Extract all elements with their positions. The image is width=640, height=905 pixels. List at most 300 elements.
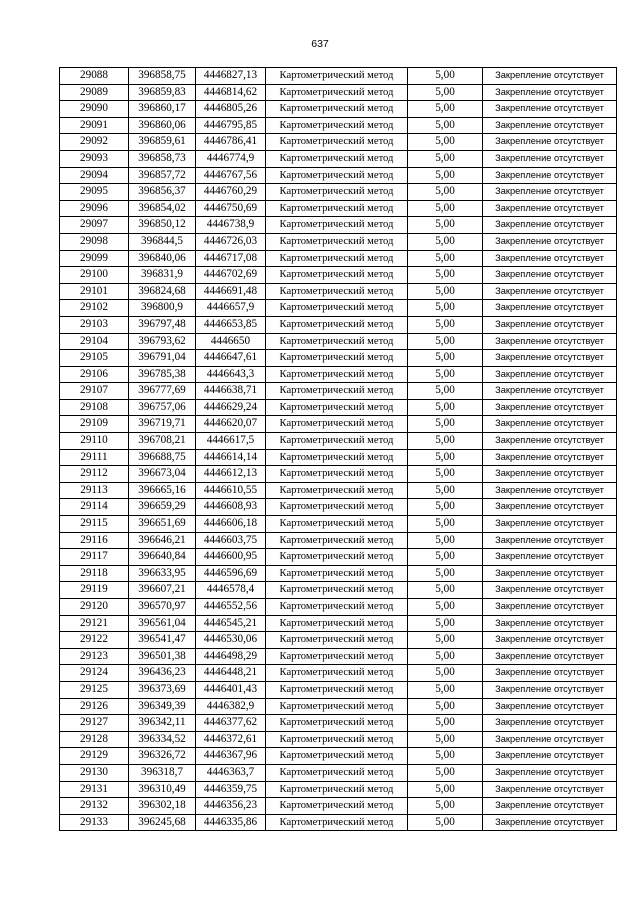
method-cell: Картометрический метод — [266, 648, 408, 665]
y-coordinate-cell: 4446372,61 — [196, 731, 266, 748]
point-number-cell: 29128 — [60, 731, 129, 748]
point-number-cell: 29096 — [60, 200, 129, 217]
point-number-cell: 29094 — [60, 167, 129, 184]
accuracy-cell: 5,00 — [408, 632, 483, 649]
y-coordinate-cell: 4446774,9 — [196, 150, 266, 167]
x-coordinate-cell: 396858,73 — [129, 150, 196, 167]
accuracy-cell: 5,00 — [408, 283, 483, 300]
method-cell: Картометрический метод — [266, 748, 408, 765]
table-row — [60, 798, 617, 815]
x-coordinate-cell: 396659,29 — [129, 499, 196, 516]
y-coordinate-cell: 4446827,13 — [196, 68, 266, 85]
table-row — [60, 781, 617, 798]
table-row — [60, 499, 617, 516]
accuracy-cell: 5,00 — [408, 681, 483, 698]
accuracy-cell: 5,00 — [408, 648, 483, 665]
method-cell: Картометрический метод — [266, 449, 408, 466]
x-coordinate-cell: 396860,17 — [129, 101, 196, 118]
accuracy-cell: 5,00 — [408, 582, 483, 599]
table-row — [60, 449, 617, 466]
fixation-cell: Закрепление отсутствует — [483, 333, 617, 350]
table-row — [60, 233, 617, 250]
point-number-cell: 29090 — [60, 101, 129, 118]
x-coordinate-cell: 396719,71 — [129, 416, 196, 433]
point-number-cell: 29102 — [60, 300, 129, 317]
fixation-cell: Закрепление отсутствует — [483, 399, 617, 416]
table-row — [60, 416, 617, 433]
method-cell: Картометрический метод — [266, 814, 408, 831]
fixation-cell: Закрепление отсутствует — [483, 731, 617, 748]
x-coordinate-cell: 396797,48 — [129, 316, 196, 333]
method-cell: Картометрический метод — [266, 516, 408, 533]
y-coordinate-cell: 4446448,21 — [196, 665, 266, 682]
x-coordinate-cell: 396854,02 — [129, 200, 196, 217]
x-coordinate-cell: 396646,21 — [129, 532, 196, 549]
table-row — [60, 665, 617, 682]
table-row — [60, 433, 617, 450]
point-number-cell: 29118 — [60, 565, 129, 582]
method-cell: Картометрический метод — [266, 134, 408, 151]
table-row — [60, 217, 617, 234]
point-number-cell: 29126 — [60, 698, 129, 715]
point-number-cell: 29098 — [60, 233, 129, 250]
y-coordinate-cell: 4446767,56 — [196, 167, 266, 184]
fixation-cell: Закрепление отсутствует — [483, 68, 617, 85]
method-cell: Картометрический метод — [266, 84, 408, 101]
accuracy-cell: 5,00 — [408, 267, 483, 284]
x-coordinate-cell: 396570,97 — [129, 599, 196, 616]
accuracy-cell: 5,00 — [408, 117, 483, 134]
table-row — [60, 68, 617, 85]
accuracy-cell: 5,00 — [408, 781, 483, 798]
accuracy-cell: 5,00 — [408, 715, 483, 732]
method-cell: Картометрический метод — [266, 433, 408, 450]
y-coordinate-cell: 4446606,18 — [196, 516, 266, 533]
point-number-cell: 29125 — [60, 681, 129, 698]
x-coordinate-cell: 396850,12 — [129, 217, 196, 234]
method-cell: Картометрический метод — [266, 416, 408, 433]
y-coordinate-cell: 4446814,62 — [196, 84, 266, 101]
y-coordinate-cell: 4446610,55 — [196, 482, 266, 499]
table-row — [60, 333, 617, 350]
fixation-cell: Закрепление отсутствует — [483, 532, 617, 549]
method-cell: Картометрический метод — [266, 632, 408, 649]
method-cell: Картометрический метод — [266, 565, 408, 582]
x-coordinate-cell: 396857,72 — [129, 167, 196, 184]
method-cell: Картометрический метод — [266, 101, 408, 118]
table-row — [60, 748, 617, 765]
x-coordinate-cell: 396302,18 — [129, 798, 196, 815]
point-number-cell: 29133 — [60, 814, 129, 831]
y-coordinate-cell: 4446335,86 — [196, 814, 266, 831]
accuracy-cell: 5,00 — [408, 748, 483, 765]
method-cell: Картометрический метод — [266, 532, 408, 549]
x-coordinate-cell: 396824,68 — [129, 283, 196, 300]
method-cell: Картометрический метод — [266, 366, 408, 383]
method-cell: Картометрический метод — [266, 184, 408, 201]
point-number-cell: 29109 — [60, 416, 129, 433]
x-coordinate-cell: 396245,68 — [129, 814, 196, 831]
accuracy-cell: 5,00 — [408, 350, 483, 367]
accuracy-cell: 5,00 — [408, 764, 483, 781]
y-coordinate-cell: 4446530,06 — [196, 632, 266, 649]
x-coordinate-cell: 396840,06 — [129, 250, 196, 267]
fixation-cell: Закрепление отсутствует — [483, 565, 617, 582]
table-row — [60, 350, 617, 367]
table-row — [60, 383, 617, 400]
fixation-cell: Закрепление отсутствует — [483, 516, 617, 533]
point-number-cell: 29104 — [60, 333, 129, 350]
x-coordinate-cell: 396688,75 — [129, 449, 196, 466]
accuracy-cell: 5,00 — [408, 399, 483, 416]
point-number-cell: 29106 — [60, 366, 129, 383]
method-cell: Картометрический метод — [266, 200, 408, 217]
y-coordinate-cell: 4446612,13 — [196, 466, 266, 483]
x-coordinate-cell: 396844,5 — [129, 233, 196, 250]
accuracy-cell: 5,00 — [408, 416, 483, 433]
table-row — [60, 532, 617, 549]
y-coordinate-cell: 4446643,3 — [196, 366, 266, 383]
fixation-cell: Закрепление отсутствует — [483, 316, 617, 333]
y-coordinate-cell: 4446805,26 — [196, 101, 266, 118]
x-coordinate-cell: 396436,23 — [129, 665, 196, 682]
y-coordinate-cell: 4446578,4 — [196, 582, 266, 599]
fixation-cell: Закрепление отсутствует — [483, 101, 617, 118]
x-coordinate-cell: 396541,47 — [129, 632, 196, 649]
point-number-cell: 29130 — [60, 764, 129, 781]
accuracy-cell: 5,00 — [408, 184, 483, 201]
point-number-cell: 29117 — [60, 549, 129, 566]
y-coordinate-cell: 4446363,7 — [196, 764, 266, 781]
x-coordinate-cell: 396651,69 — [129, 516, 196, 533]
method-cell: Картометрический метод — [266, 698, 408, 715]
fixation-cell: Закрепление отсутствует — [483, 814, 617, 831]
coordinates-table — [59, 67, 617, 831]
y-coordinate-cell: 4446760,29 — [196, 184, 266, 201]
point-number-cell: 29129 — [60, 748, 129, 765]
fixation-cell: Закрепление отсутствует — [483, 366, 617, 383]
y-coordinate-cell: 4446717,08 — [196, 250, 266, 267]
x-coordinate-cell: 396665,16 — [129, 482, 196, 499]
y-coordinate-cell: 4446382,9 — [196, 698, 266, 715]
table-row — [60, 316, 617, 333]
accuracy-cell: 5,00 — [408, 731, 483, 748]
fixation-cell: Закрепление отсутствует — [483, 250, 617, 267]
y-coordinate-cell: 4446608,93 — [196, 499, 266, 516]
method-cell: Картометрический метод — [266, 167, 408, 184]
y-coordinate-cell: 4446614,14 — [196, 449, 266, 466]
point-number-cell: 29116 — [60, 532, 129, 549]
point-number-cell: 29089 — [60, 84, 129, 101]
table-row — [60, 117, 617, 134]
point-number-cell: 29093 — [60, 150, 129, 167]
accuracy-cell: 5,00 — [408, 466, 483, 483]
accuracy-cell: 5,00 — [408, 134, 483, 151]
x-coordinate-cell: 396757,06 — [129, 399, 196, 416]
method-cell: Картометрический метод — [266, 250, 408, 267]
method-cell: Картометрический метод — [266, 217, 408, 234]
method-cell: Картометрический метод — [266, 781, 408, 798]
table-row — [60, 681, 617, 698]
x-coordinate-cell: 396373,69 — [129, 681, 196, 698]
method-cell: Картометрический метод — [266, 150, 408, 167]
fixation-cell: Закрепление отсутствует — [483, 466, 617, 483]
accuracy-cell: 5,00 — [408, 167, 483, 184]
accuracy-cell: 5,00 — [408, 300, 483, 317]
point-number-cell: 29124 — [60, 665, 129, 682]
fixation-cell: Закрепление отсутствует — [483, 84, 617, 101]
y-coordinate-cell: 4446617,5 — [196, 433, 266, 450]
fixation-cell: Закрепление отсутствует — [483, 798, 617, 815]
table-row — [60, 482, 617, 499]
x-coordinate-cell: 396334,52 — [129, 731, 196, 748]
y-coordinate-cell: 4446750,69 — [196, 200, 266, 217]
table-row — [60, 715, 617, 732]
method-cell: Картометрический метод — [266, 764, 408, 781]
accuracy-cell: 5,00 — [408, 499, 483, 516]
table-row — [60, 814, 617, 831]
fixation-cell: Закрепление отсутствует — [483, 217, 617, 234]
x-coordinate-cell: 396859,83 — [129, 84, 196, 101]
accuracy-cell: 5,00 — [408, 200, 483, 217]
method-cell: Картометрический метод — [266, 549, 408, 566]
x-coordinate-cell: 396673,04 — [129, 466, 196, 483]
accuracy-cell: 5,00 — [408, 433, 483, 450]
accuracy-cell: 5,00 — [408, 698, 483, 715]
point-number-cell: 29100 — [60, 267, 129, 284]
point-number-cell: 29112 — [60, 466, 129, 483]
method-cell: Картометрический метод — [266, 715, 408, 732]
table-row — [60, 399, 617, 416]
table-row — [60, 184, 617, 201]
y-coordinate-cell: 4446726,03 — [196, 233, 266, 250]
table-row — [60, 648, 617, 665]
point-number-cell: 29095 — [60, 184, 129, 201]
fixation-cell: Закрепление отсутствует — [483, 350, 617, 367]
accuracy-cell: 5,00 — [408, 549, 483, 566]
x-coordinate-cell: 396349,39 — [129, 698, 196, 715]
method-cell: Картометрический метод — [266, 267, 408, 284]
x-coordinate-cell: 396708,21 — [129, 433, 196, 450]
y-coordinate-cell: 4446795,85 — [196, 117, 266, 134]
method-cell: Картометрический метод — [266, 233, 408, 250]
fixation-cell: Закрепление отсутствует — [483, 300, 617, 317]
x-coordinate-cell: 396561,04 — [129, 615, 196, 632]
accuracy-cell: 5,00 — [408, 565, 483, 582]
fixation-cell: Закрепление отсутствует — [483, 582, 617, 599]
table-row — [60, 764, 617, 781]
y-coordinate-cell: 4446603,75 — [196, 532, 266, 549]
table-row — [60, 466, 617, 483]
point-number-cell: 29108 — [60, 399, 129, 416]
point-number-cell: 29121 — [60, 615, 129, 632]
x-coordinate-cell: 396607,21 — [129, 582, 196, 599]
fixation-cell: Закрепление отсутствует — [483, 283, 617, 300]
table-row — [60, 565, 617, 582]
point-number-cell: 29114 — [60, 499, 129, 516]
accuracy-cell: 5,00 — [408, 217, 483, 234]
x-coordinate-cell: 396326,72 — [129, 748, 196, 765]
table-row — [60, 599, 617, 616]
point-number-cell: 29115 — [60, 516, 129, 533]
x-coordinate-cell: 396858,75 — [129, 68, 196, 85]
y-coordinate-cell: 4446702,69 — [196, 267, 266, 284]
accuracy-cell: 5,00 — [408, 615, 483, 632]
y-coordinate-cell: 4446377,62 — [196, 715, 266, 732]
fixation-cell: Закрепление отсутствует — [483, 167, 617, 184]
fixation-cell: Закрепление отсутствует — [483, 715, 617, 732]
point-number-cell: 29088 — [60, 68, 129, 85]
table-row — [60, 200, 617, 217]
fixation-cell: Закрепление отсутствует — [483, 748, 617, 765]
accuracy-cell: 5,00 — [408, 599, 483, 616]
y-coordinate-cell: 4446629,24 — [196, 399, 266, 416]
fixation-cell: Закрепление отсутствует — [483, 416, 617, 433]
x-coordinate-cell: 396793,62 — [129, 333, 196, 350]
y-coordinate-cell: 4446657,9 — [196, 300, 266, 317]
fixation-cell: Закрепление отсутствует — [483, 665, 617, 682]
y-coordinate-cell: 4446647,61 — [196, 350, 266, 367]
fixation-cell: Закрепление отсутствует — [483, 184, 617, 201]
fixation-cell: Закрепление отсутствует — [483, 383, 617, 400]
method-cell: Картометрический метод — [266, 466, 408, 483]
fixation-cell: Закрепление отсутствует — [483, 681, 617, 698]
fixation-cell: Закрепление отсутствует — [483, 482, 617, 499]
y-coordinate-cell: 4446738,9 — [196, 217, 266, 234]
method-cell: Картометрический метод — [266, 798, 408, 815]
method-cell: Картометрический метод — [266, 665, 408, 682]
page-number: 637 — [311, 38, 329, 50]
accuracy-cell: 5,00 — [408, 366, 483, 383]
accuracy-cell: 5,00 — [408, 84, 483, 101]
method-cell: Картометрический метод — [266, 68, 408, 85]
fixation-cell: Закрепление отсутствует — [483, 499, 617, 516]
accuracy-cell: 5,00 — [408, 150, 483, 167]
point-number-cell: 29132 — [60, 798, 129, 815]
x-coordinate-cell: 396640,84 — [129, 549, 196, 566]
x-coordinate-cell: 396501,38 — [129, 648, 196, 665]
y-coordinate-cell: 4446650 — [196, 333, 266, 350]
point-number-cell: 29123 — [60, 648, 129, 665]
method-cell: Картометрический метод — [266, 283, 408, 300]
point-number-cell: 29091 — [60, 117, 129, 134]
accuracy-cell: 5,00 — [408, 482, 483, 499]
fixation-cell: Закрепление отсутствует — [483, 449, 617, 466]
point-number-cell: 29101 — [60, 283, 129, 300]
table-row — [60, 150, 617, 167]
table-row — [60, 84, 617, 101]
x-coordinate-cell: 396859,61 — [129, 134, 196, 151]
accuracy-cell: 5,00 — [408, 516, 483, 533]
method-cell: Картометрический метод — [266, 731, 408, 748]
method-cell: Картометрический метод — [266, 599, 408, 616]
table-row — [60, 731, 617, 748]
point-number-cell: 29099 — [60, 250, 129, 267]
method-cell: Картометрический метод — [266, 333, 408, 350]
fixation-cell: Закрепление отсутствует — [483, 549, 617, 566]
point-number-cell: 29105 — [60, 350, 129, 367]
fixation-cell: Закрепление отсутствует — [483, 599, 617, 616]
y-coordinate-cell: 4446653,85 — [196, 316, 266, 333]
accuracy-cell: 5,00 — [408, 798, 483, 815]
point-number-cell: 29119 — [60, 582, 129, 599]
fixation-cell: Закрепление отсутствует — [483, 632, 617, 649]
x-coordinate-cell: 396791,04 — [129, 350, 196, 367]
y-coordinate-cell: 4446691,48 — [196, 283, 266, 300]
table-row — [60, 134, 617, 151]
y-coordinate-cell: 4446596,69 — [196, 565, 266, 582]
fixation-cell: Закрепление отсутствует — [483, 648, 617, 665]
table-row — [60, 167, 617, 184]
y-coordinate-cell: 4446356,23 — [196, 798, 266, 815]
x-coordinate-cell: 396785,38 — [129, 366, 196, 383]
point-number-cell: 29113 — [60, 482, 129, 499]
point-number-cell: 29107 — [60, 383, 129, 400]
x-coordinate-cell: 396831,9 — [129, 267, 196, 284]
fixation-cell: Закрепление отсутствует — [483, 233, 617, 250]
table-row — [60, 101, 617, 118]
table-row — [60, 516, 617, 533]
table-row — [60, 366, 617, 383]
y-coordinate-cell: 4446367,96 — [196, 748, 266, 765]
table-row — [60, 549, 617, 566]
x-coordinate-cell: 396800,9 — [129, 300, 196, 317]
table-row — [60, 283, 617, 300]
table-row — [60, 698, 617, 715]
point-number-cell: 29127 — [60, 715, 129, 732]
fixation-cell: Закрепление отсутствует — [483, 433, 617, 450]
point-number-cell: 29120 — [60, 599, 129, 616]
fixation-cell: Закрепление отсутствует — [483, 134, 617, 151]
table-row — [60, 632, 617, 649]
point-number-cell: 29122 — [60, 632, 129, 649]
point-number-cell: 29097 — [60, 217, 129, 234]
method-cell: Картометрический метод — [266, 350, 408, 367]
method-cell: Картометрический метод — [266, 117, 408, 134]
fixation-cell: Закрепление отсутствует — [483, 698, 617, 715]
y-coordinate-cell: 4446786,41 — [196, 134, 266, 151]
method-cell: Картометрический метод — [266, 681, 408, 698]
fixation-cell: Закрепление отсутствует — [483, 615, 617, 632]
method-cell: Картометрический метод — [266, 383, 408, 400]
fixation-cell: Закрепление отсутствует — [483, 781, 617, 798]
y-coordinate-cell: 4446600,95 — [196, 549, 266, 566]
fixation-cell: Закрепление отсутствует — [483, 200, 617, 217]
accuracy-cell: 5,00 — [408, 101, 483, 118]
fixation-cell: Закрепление отсутствует — [483, 150, 617, 167]
accuracy-cell: 5,00 — [408, 814, 483, 831]
y-coordinate-cell: 4446545,21 — [196, 615, 266, 632]
fixation-cell: Закрепление отсутствует — [483, 267, 617, 284]
accuracy-cell: 5,00 — [408, 333, 483, 350]
y-coordinate-cell: 4446638,71 — [196, 383, 266, 400]
y-coordinate-cell: 4446552,56 — [196, 599, 266, 616]
point-number-cell: 29103 — [60, 316, 129, 333]
point-number-cell: 29092 — [60, 134, 129, 151]
x-coordinate-cell: 396860,06 — [129, 117, 196, 134]
method-cell: Картометрический метод — [266, 482, 408, 499]
y-coordinate-cell: 4446620,07 — [196, 416, 266, 433]
x-coordinate-cell: 396856,37 — [129, 184, 196, 201]
accuracy-cell: 5,00 — [408, 68, 483, 85]
table-row — [60, 615, 617, 632]
fixation-cell: Закрепление отсутствует — [483, 117, 617, 134]
y-coordinate-cell: 4446401,43 — [196, 681, 266, 698]
method-cell: Картометрический метод — [266, 399, 408, 416]
table-row — [60, 267, 617, 284]
accuracy-cell: 5,00 — [408, 250, 483, 267]
method-cell: Картометрический метод — [266, 300, 408, 317]
